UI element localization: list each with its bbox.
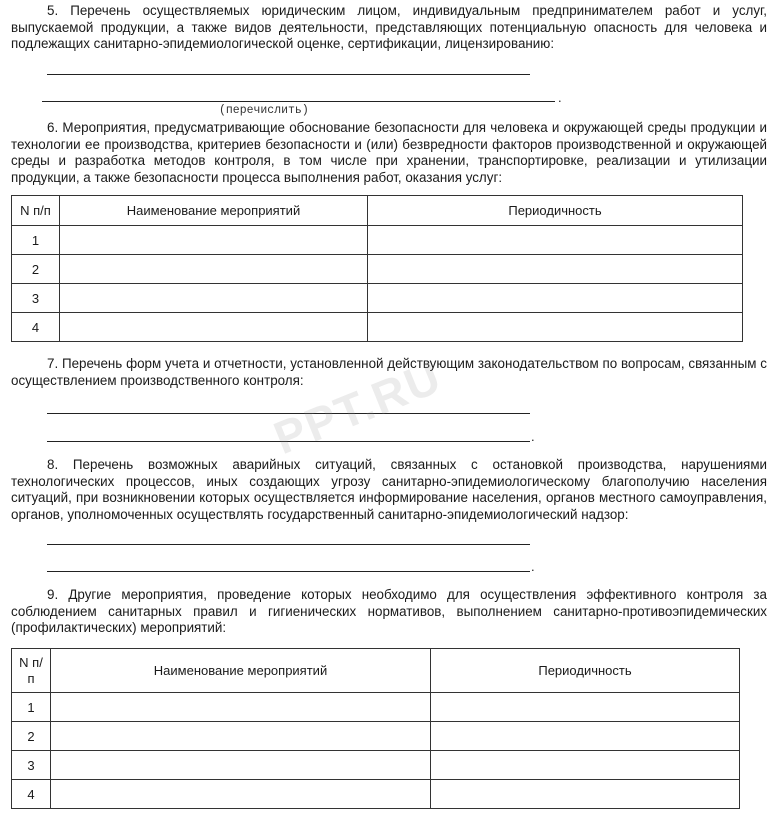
table-row — [12, 284, 743, 313]
row-name-cell[interactable] — [60, 226, 368, 255]
row-period-cell[interactable] — [431, 780, 740, 809]
section-7-text: 7. Перечень форм учета и отчетности, установленной действующим законодательством по вопросам, связанным с осуществлением производственного контроля: — [11, 356, 767, 388]
row-name-cell[interactable] — [51, 693, 431, 722]
section-7-end-dot: . — [531, 429, 535, 444]
header-number: N п/п — [12, 196, 60, 226]
row-period-cell[interactable] — [368, 255, 743, 284]
table-row — [12, 226, 743, 255]
section-9-text: 9. Другие мероприятия, проведение которых необходимо для осуществления эффективного контроля за соблюдением санитарных правил и гигиенических нормативов, выполнением санитарно-противоэпидемических (профилактических) мероприятий: — [11, 587, 767, 635]
row-period-cell[interactable] — [431, 693, 740, 722]
table-row — [12, 313, 743, 342]
section-8-blank-line-1[interactable] — [47, 544, 530, 545]
row-period-cell[interactable] — [431, 722, 740, 751]
row-period-cell[interactable] — [431, 751, 740, 780]
watermark: PPT.RU — [266, 350, 449, 464]
table-header-row — [12, 196, 743, 226]
row-number: 4 — [12, 313, 60, 342]
section-7-blank-line-2[interactable] — [47, 441, 530, 442]
row-name-cell[interactable] — [51, 751, 431, 780]
row-name-cell[interactable] — [60, 284, 368, 313]
row-number: 4 — [12, 780, 51, 809]
row-period-cell[interactable] — [368, 284, 743, 313]
table-header-row — [12, 649, 740, 693]
table-row — [12, 722, 740, 751]
row-name-cell[interactable] — [60, 255, 368, 284]
section-5-blank-line-1[interactable] — [47, 74, 530, 75]
row-name-cell[interactable] — [60, 313, 368, 342]
row-number: 2 — [12, 722, 51, 751]
row-number: 1 — [12, 693, 51, 722]
row-number: 1 — [12, 226, 60, 255]
section-6-text: 6. Мероприятия, предусматривающие обоснование безопасности для человека и окружающей среды продукции и технологии ее производства, критериев безопасности и (или) безвредности факторов производственной и окружающей среды и разработка методов контроля, в том числе при хранении, транспортировке, реализации и утилизации продукции, а также безопасности процесса выполнения работ, оказания услуг: — [11, 120, 767, 185]
section-8-end-dot: . — [531, 559, 535, 574]
row-number: 2 — [12, 255, 60, 284]
row-period-cell[interactable] — [368, 226, 743, 255]
row-period-cell[interactable] — [368, 313, 743, 342]
table-row — [12, 255, 743, 284]
section-9-table — [11, 648, 740, 809]
section-7-blank-line-1[interactable] — [47, 413, 530, 414]
section-8-text: 8. Перечень возможных аварийных ситуаций, связанных с остановкой производства, нарушениями технологических процессов, иных создающих угрозу санитарно-эпидемиологическому благополучию населения ситуаций, при возникновении которых осуществляется информирование населения, органов местного самоуправления, органов, уполномоченных осуществлять государственный санитарно-эпидемиологический надзор: — [11, 457, 767, 522]
section-5-text: 5. Перечень осуществляемых юридическим лицом, индивидуальным предпринимателем работ и услуг, выпускаемой продукции, а также видов деятельности, представляющих потенциальную опасность для человека и подлежащих санитарно-эпидемиологической оценке, сертификации, лицензированию: — [11, 3, 767, 51]
section-8-blank-line-2[interactable] — [47, 571, 530, 572]
row-number: 3 — [12, 284, 60, 313]
table-row — [12, 751, 740, 780]
header-name: Наименование мероприятий — [60, 196, 368, 226]
section-5-end-dot: . — [558, 90, 562, 105]
header-name: Наименование мероприятий — [51, 649, 431, 693]
row-name-cell[interactable] — [51, 780, 431, 809]
row-name-cell[interactable] — [51, 722, 431, 751]
header-number: N п/п — [12, 649, 51, 693]
table-row — [12, 780, 740, 809]
header-period: Периодичность — [368, 196, 743, 226]
table-row — [12, 693, 740, 722]
section-6-table — [11, 195, 743, 342]
section-5-blank-line-2[interactable] — [42, 101, 555, 102]
row-number: 3 — [12, 751, 51, 780]
header-period: Периодичность — [431, 649, 740, 693]
section-5-hint: (перечислить) — [219, 104, 309, 117]
